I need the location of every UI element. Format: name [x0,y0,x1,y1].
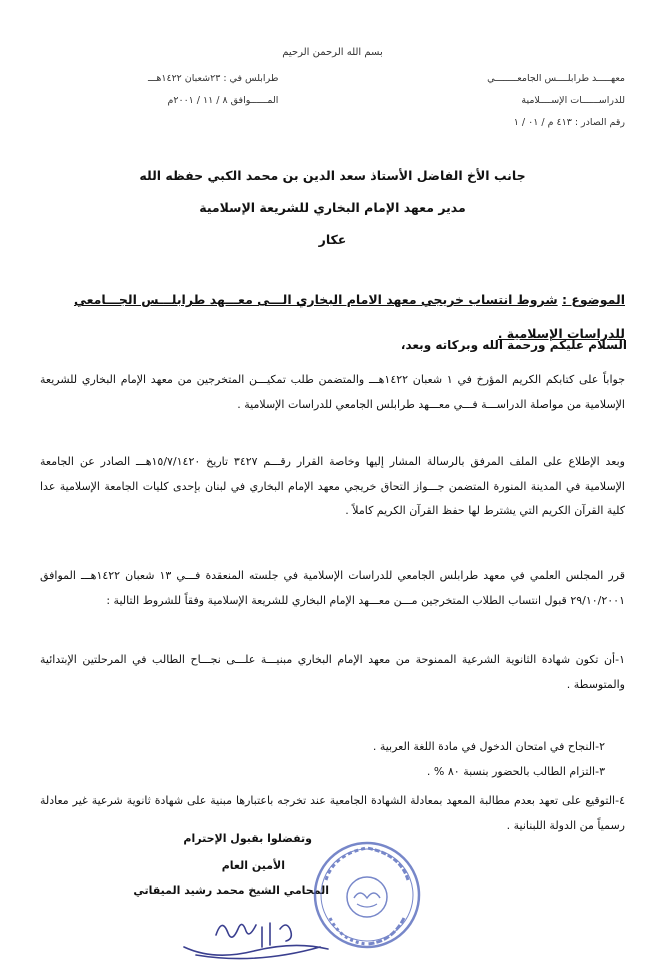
date-hijri: طرابلس في : ٢٣شعبان ١٤٢٢هـــ [148,73,279,84]
condition-item: ١-أن تكون شهادة الثانوية الشرعية الممنوحة من معهد الإمام البخاري مبنيـــة علـــى نجـــاح الطالب في المرحلتين الإبتدائية والمتوسطة . [40,653,625,691]
signatory-title: الأمين العام [221,859,285,872]
addressee-position: مدير معهد الإمام البخاري للشريعة الإسلامية [199,200,466,215]
basmala: بسم الله الرحمن الرحيم [282,47,383,58]
closing-phrase: وتفضلوا بقبول الإحترام [183,832,312,845]
greeting: السلام عليكم ورحمة الله وبركاته وبعد، [400,338,627,352]
institute-name: معهـــــد طرابلــــس الجامعــــــــي [487,73,625,84]
date-gregorian: المــــــوافق ٨ / ١١ / ٢٠٠١م [167,95,279,106]
paragraph: جواباً على كتابكم الكريم المؤرخ في ١ شعبان ١٤٢٢هـــ والمتضمن طلب تمكيـــن المتخرجين من معهد الإمام البخاري للشريعة الإسلامية من مواصلة الدراســـة فـــي معـــهد طرابلس الجامعي للدراسات الإسلامية . [40,373,625,411]
condition-item: ٢-النجاح في امتحان الدخول في مادة اللغة العربية . [372,740,605,753]
paragraph: وبعد الإطلاع على الملف المرفق بالرسالة المشار إليها وخاصة القرار رقـــم ٣٤٢٧ تاريخ ١٥/٧/١٤٢٠هـــ الصادر عن الجامعة الإسلامية في المدينة المنورة المتضمن جـــواز التحاق خريجي معهد الإمام البخاري في لبنان بإحدى كليات الجامعة الإسلامية عدا كلية القرآن الكريم التي يشترط لها حفظ القرآن الكريم كاملاً . [40,455,625,517]
condition-item: ٤-التوقيع على تعهد بعدم مطالبة المعهد بمعادلة الشهادة الجامعية عند تخرجه باعتبارها مبنية على شهادة ثانوية شرعية غير معادلة رسمياً من الدولة اللبنانية . [40,794,625,832]
handwritten-signature [176,905,336,965]
addressee-line: جانب الأخ الفاضل الأستاذ سعد الدين بن محمد الكبي حفظه الله [139,168,526,183]
addressee-location: عكار [318,232,347,247]
addressee-block [0,160,665,256]
date-block [148,68,278,112]
subject-label: الموضوع : [561,292,625,307]
signatory-name: المحامي الشيخ محمد رشيد الميقاتي [133,884,329,897]
institute-header [487,68,625,134]
subject-text: شروط انتساب خريجي معهد الامام البخاري الـــى معـــهد طرابلـــس الجـــامعي للدراسات الإسلامية . [73,292,625,341]
institute-subtitle: للدراســــــات الإســــلامية [521,95,625,106]
condition-item: ٣-التزام الطالب بالحضور بنسبة ٨٠ % . [426,765,605,778]
paragraph: قرر المجلس العلمي في معهد طرابلس الجامعي للدراسات الإسلامية في جلسته المنعقدة فـــي ١٣ شعبان ١٤٢٢هـــ الموافق ٢٩/١٠/٢٠٠١ قبول انتساب الطلاب المتخرجين مـــن معـــهد الإمام البخاري للشريعة الإسلامية وفقاً للشروط التالية : [40,569,626,607]
reference-number: رقم الصادر : ٤١٣ م / ٠١ / ١ [513,117,625,128]
